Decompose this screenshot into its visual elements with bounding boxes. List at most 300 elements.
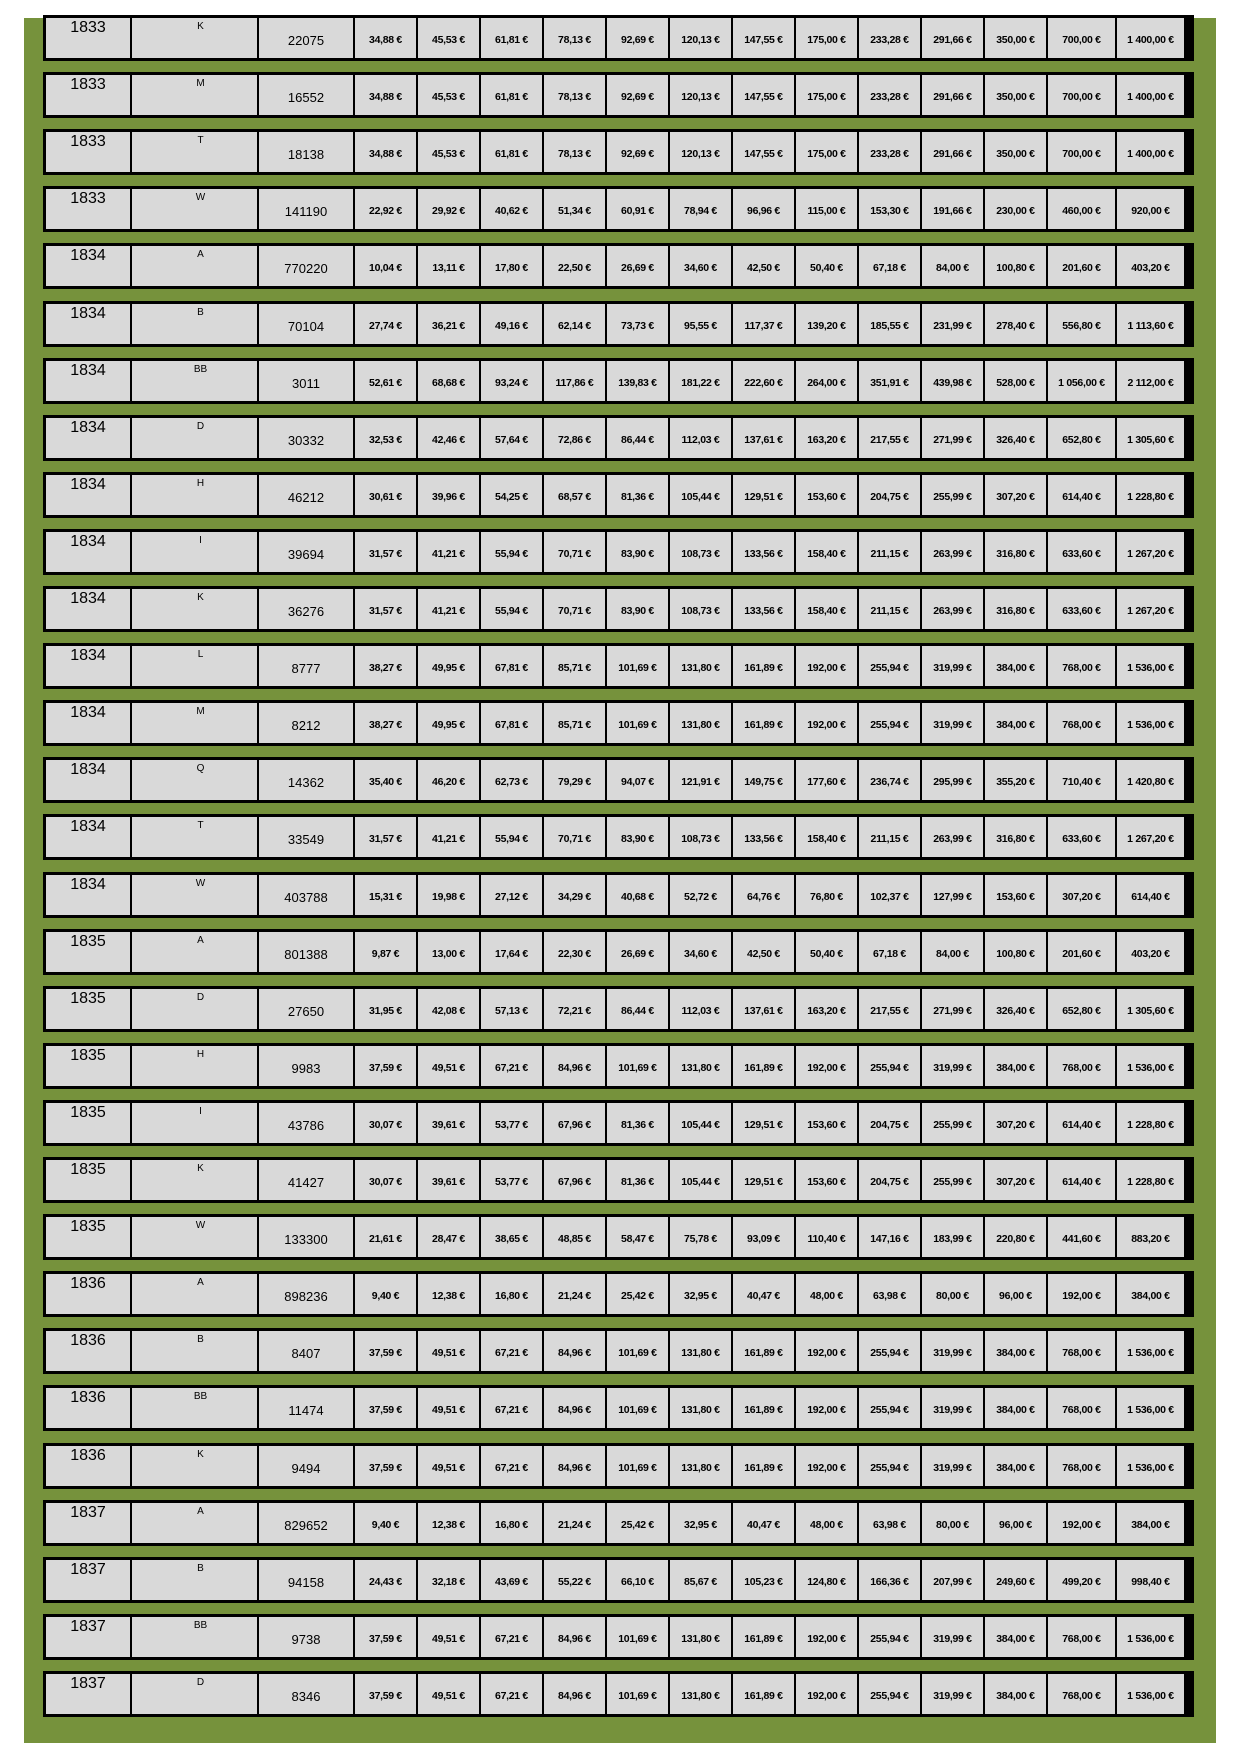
price-cell: 22,92 € xyxy=(355,189,416,229)
price-cell: 403,20 € xyxy=(1117,932,1184,972)
price-cell: 27,12 € xyxy=(481,875,542,915)
price-cell: 124,80 € xyxy=(796,1560,857,1600)
price-cell: 307,20 € xyxy=(985,1160,1046,1200)
price-cell: 83,90 € xyxy=(607,532,668,572)
price-cell: 92,69 € xyxy=(607,18,668,58)
table-row xyxy=(43,1100,1194,1146)
price-cell: 19,98 € xyxy=(418,875,479,915)
price-cell: 48,85 € xyxy=(544,1217,605,1257)
year-cell: 1836 xyxy=(46,1388,130,1428)
price-cell: 31,57 € xyxy=(355,589,416,629)
price-cell: 12,38 € xyxy=(418,1274,479,1314)
mintage-cell: 39694 xyxy=(259,532,353,572)
price-cell: 67,21 € xyxy=(481,1674,542,1714)
price-cell: 16,80 € xyxy=(481,1503,542,1543)
table-row xyxy=(43,1043,1194,1089)
year-cell: 1834 xyxy=(46,760,130,800)
price-cell: 29,92 € xyxy=(418,189,479,229)
price-cell: 1 536,00 € xyxy=(1117,1331,1184,1371)
price-cell: 652,80 € xyxy=(1048,989,1115,1029)
price-cell: 1 536,00 € xyxy=(1117,703,1184,743)
price-cell: 101,69 € xyxy=(607,1617,668,1657)
price-cell: 45,53 € xyxy=(418,18,479,58)
table-row xyxy=(43,757,1194,803)
price-cell: 117,37 € xyxy=(733,304,794,344)
price-cell: 131,80 € xyxy=(670,703,731,743)
price-cell: 883,20 € xyxy=(1117,1217,1184,1257)
price-cell: 768,00 € xyxy=(1048,1046,1115,1086)
price-cell: 633,60 € xyxy=(1048,532,1115,572)
price-cell: 49,51 € xyxy=(418,1674,479,1714)
price-cell: 49,95 € xyxy=(418,646,479,686)
price-cell: 61,81 € xyxy=(481,132,542,172)
price-cell: 147,16 € xyxy=(859,1217,920,1257)
price-cell: 768,00 € xyxy=(1048,1446,1115,1486)
price-cell: 78,13 € xyxy=(544,75,605,115)
price-cell: 105,44 € xyxy=(670,1160,731,1200)
price-cell: 307,20 € xyxy=(985,475,1046,515)
price-cell: 307,20 € xyxy=(1048,875,1115,915)
price-cell: 37,59 € xyxy=(355,1674,416,1714)
price-cell: 108,73 € xyxy=(670,589,731,629)
table-row xyxy=(43,1614,1194,1660)
price-cell: 37,59 € xyxy=(355,1331,416,1371)
price-cell: 614,40 € xyxy=(1048,475,1115,515)
price-cell: 183,99 € xyxy=(922,1217,983,1257)
mint-mark-cell xyxy=(132,760,257,800)
price-cell: 70,71 € xyxy=(544,817,605,857)
price-cell: 192,00 € xyxy=(796,703,857,743)
price-cell: 101,69 € xyxy=(607,1388,668,1428)
price-cell: 105,23 € xyxy=(733,1560,794,1600)
price-cell: 80,00 € xyxy=(922,1274,983,1314)
price-cell: 264,00 € xyxy=(796,361,857,401)
price-cell: 192,00 € xyxy=(796,1331,857,1371)
price-cell: 271,99 € xyxy=(922,989,983,1029)
price-cell: 204,75 € xyxy=(859,1160,920,1200)
price-cell: 1 536,00 € xyxy=(1117,1046,1184,1086)
price-cell: 1 305,60 € xyxy=(1117,989,1184,1029)
year-cell: 1835 xyxy=(46,1046,130,1086)
year-cell: 1837 xyxy=(46,1674,130,1714)
mint-mark-label: A xyxy=(197,935,204,946)
price-cell: 211,15 € xyxy=(859,589,920,629)
mint-mark-label: H xyxy=(196,478,205,489)
table-row xyxy=(43,15,1194,61)
price-cell: 94,07 € xyxy=(607,760,668,800)
price-cell: 177,60 € xyxy=(796,760,857,800)
price-cell: 319,99 € xyxy=(922,1388,983,1428)
price-cell: 131,80 € xyxy=(670,1446,731,1486)
mintage-cell: 94158 xyxy=(259,1560,353,1600)
price-cell: 319,99 € xyxy=(922,1046,983,1086)
price-cell: 54,25 € xyxy=(481,475,542,515)
price-cell: 80,00 € xyxy=(922,1503,983,1543)
price-cell: 40,47 € xyxy=(733,1503,794,1543)
mint-mark-label: BB xyxy=(193,364,208,375)
price-cell: 255,94 € xyxy=(859,1446,920,1486)
price-cell: 67,21 € xyxy=(481,1331,542,1371)
mintage-cell: 9738 xyxy=(259,1617,353,1657)
mintage-cell: 9494 xyxy=(259,1446,353,1486)
mintage-cell: 16552 xyxy=(259,75,353,115)
price-cell: 64,76 € xyxy=(733,875,794,915)
price-cell: 78,13 € xyxy=(544,18,605,58)
price-cell: 153,60 € xyxy=(796,1160,857,1200)
price-cell: 75,78 € xyxy=(670,1217,731,1257)
price-cell: 78,94 € xyxy=(670,189,731,229)
price-cell: 768,00 € xyxy=(1048,1388,1115,1428)
year-cell: 1834 xyxy=(46,361,130,401)
price-cell: 85,67 € xyxy=(670,1560,731,1600)
price-cell: 40,47 € xyxy=(733,1274,794,1314)
price-cell: 52,61 € xyxy=(355,361,416,401)
price-cell: 384,00 € xyxy=(985,646,1046,686)
price-cell: 161,89 € xyxy=(733,1674,794,1714)
year-cell: 1836 xyxy=(46,1331,130,1371)
price-cell: 403,20 € xyxy=(1117,246,1184,286)
mintage-cell: 9983 xyxy=(259,1046,353,1086)
price-cell: 384,00 € xyxy=(985,1331,1046,1371)
price-cell: 191,66 € xyxy=(922,189,983,229)
price-cell: 100,80 € xyxy=(985,932,1046,972)
price-cell: 67,21 € xyxy=(481,1446,542,1486)
mint-mark-label: L xyxy=(197,649,204,660)
price-cell: 93,24 € xyxy=(481,361,542,401)
price-cell: 101,69 € xyxy=(607,1046,668,1086)
price-cell: 61,81 € xyxy=(481,75,542,115)
price-cell: 1 420,80 € xyxy=(1117,760,1184,800)
year-cell: 1833 xyxy=(46,189,130,229)
price-cell: 137,61 € xyxy=(733,418,794,458)
price-cell: 63,98 € xyxy=(859,1503,920,1543)
price-cell: 21,24 € xyxy=(544,1274,605,1314)
mint-mark-cell xyxy=(132,75,257,115)
table-row xyxy=(43,529,1194,575)
mintage-cell: 8777 xyxy=(259,646,353,686)
price-cell: 201,60 € xyxy=(1048,246,1115,286)
price-cell: 34,88 € xyxy=(355,132,416,172)
price-cell: 115,00 € xyxy=(796,189,857,229)
price-cell: 161,89 € xyxy=(733,703,794,743)
mint-mark-cell xyxy=(132,703,257,743)
price-cell: 42,08 € xyxy=(418,989,479,1029)
year-cell: 1836 xyxy=(46,1274,130,1314)
price-cell: 149,75 € xyxy=(733,760,794,800)
price-cell: 101,69 € xyxy=(607,1674,668,1714)
price-cell: 120,13 € xyxy=(670,132,731,172)
price-cell: 319,99 € xyxy=(922,1331,983,1371)
mint-mark-label: D xyxy=(196,992,205,1003)
price-cell: 42,46 € xyxy=(418,418,479,458)
price-cell: 129,51 € xyxy=(733,1160,794,1200)
price-cell: 30,07 € xyxy=(355,1160,416,1200)
mintage-cell: 11474 xyxy=(259,1388,353,1428)
price-cell: 108,73 € xyxy=(670,817,731,857)
price-cell: 12,38 € xyxy=(418,1503,479,1543)
price-cell: 73,73 € xyxy=(607,304,668,344)
mint-mark-cell xyxy=(132,1503,257,1543)
price-cell: 1 400,00 € xyxy=(1117,132,1184,172)
price-cell: 1 536,00 € xyxy=(1117,646,1184,686)
price-cell: 316,80 € xyxy=(985,817,1046,857)
page-background xyxy=(24,18,1216,1743)
price-cell: 38,65 € xyxy=(481,1217,542,1257)
price-cell: 81,36 € xyxy=(607,1160,668,1200)
mint-mark-label: BB xyxy=(193,1391,208,1402)
mint-mark-cell xyxy=(132,361,257,401)
mint-mark-cell xyxy=(132,817,257,857)
mint-mark-cell xyxy=(132,1160,257,1200)
price-cell: 41,21 € xyxy=(418,817,479,857)
mintage-cell: 46212 xyxy=(259,475,353,515)
price-cell: 67,21 € xyxy=(481,1617,542,1657)
price-cell: 95,55 € xyxy=(670,304,731,344)
price-cell: 38,27 € xyxy=(355,703,416,743)
price-cell: 133,56 € xyxy=(733,532,794,572)
price-cell: 211,15 € xyxy=(859,532,920,572)
price-cell: 17,80 € xyxy=(481,246,542,286)
price-cell: 233,28 € xyxy=(859,18,920,58)
year-cell: 1834 xyxy=(46,475,130,515)
price-cell: 9,40 € xyxy=(355,1274,416,1314)
price-cell: 67,21 € xyxy=(481,1388,542,1428)
price-cell: 439,98 € xyxy=(922,361,983,401)
price-cell: 63,98 € xyxy=(859,1274,920,1314)
mint-mark-label: K xyxy=(197,1449,204,1460)
price-cell: 158,40 € xyxy=(796,817,857,857)
price-cell: 153,60 € xyxy=(985,875,1046,915)
price-cell: 1 305,60 € xyxy=(1117,418,1184,458)
price-cell: 34,29 € xyxy=(544,875,605,915)
table-row xyxy=(43,1557,1194,1603)
mint-mark-cell xyxy=(132,418,257,458)
price-cell: 129,51 € xyxy=(733,1103,794,1143)
price-cell: 10,04 € xyxy=(355,246,416,286)
mintage-cell: 8407 xyxy=(259,1331,353,1371)
price-cell: 102,37 € xyxy=(859,875,920,915)
price-cell: 79,29 € xyxy=(544,760,605,800)
price-cell: 84,96 € xyxy=(544,1446,605,1486)
price-cell: 26,69 € xyxy=(607,246,668,286)
price-cell: 84,96 € xyxy=(544,1331,605,1371)
price-cell: 84,96 € xyxy=(544,1388,605,1428)
table-row xyxy=(43,986,1194,1032)
mint-mark-cell xyxy=(132,1388,257,1428)
table-row xyxy=(43,243,1194,289)
price-cell: 31,57 € xyxy=(355,532,416,572)
price-cell: 55,94 € xyxy=(481,589,542,629)
price-cell: 57,64 € xyxy=(481,418,542,458)
year-cell: 1834 xyxy=(46,532,130,572)
price-cell: 85,71 € xyxy=(544,646,605,686)
price-cell: 384,00 € xyxy=(985,1674,1046,1714)
price-cell: 49,16 € xyxy=(481,304,542,344)
price-cell: 295,99 € xyxy=(922,760,983,800)
price-cell: 67,81 € xyxy=(481,646,542,686)
price-cell: 161,89 € xyxy=(733,646,794,686)
table-row xyxy=(43,72,1194,118)
price-cell: 32,95 € xyxy=(670,1274,731,1314)
price-cell: 710,40 € xyxy=(1048,760,1115,800)
price-cell: 112,03 € xyxy=(670,989,731,1029)
table-row xyxy=(43,1671,1194,1717)
year-cell: 1836 xyxy=(46,1446,130,1486)
mintage-cell: 3011 xyxy=(259,361,353,401)
mint-mark-cell xyxy=(132,875,257,915)
price-cell: 920,00 € xyxy=(1117,189,1184,229)
price-cell: 68,68 € xyxy=(418,361,479,401)
mint-mark-label: B xyxy=(197,1334,204,1345)
price-cell: 291,66 € xyxy=(922,18,983,58)
price-cell: 50,40 € xyxy=(796,932,857,972)
price-cell: 127,99 € xyxy=(922,875,983,915)
price-cell: 34,88 € xyxy=(355,75,416,115)
price-cell: 70,71 € xyxy=(544,532,605,572)
price-cell: 499,20 € xyxy=(1048,1560,1115,1600)
price-cell: 326,40 € xyxy=(985,989,1046,1029)
price-cell: 105,44 € xyxy=(670,1103,731,1143)
year-cell: 1833 xyxy=(46,18,130,58)
price-cell: 139,20 € xyxy=(796,304,857,344)
price-cell: 278,40 € xyxy=(985,304,1046,344)
price-cell: 13,00 € xyxy=(418,932,479,972)
price-cell: 1 536,00 € xyxy=(1117,1446,1184,1486)
mint-mark-cell xyxy=(132,304,257,344)
price-cell: 1 536,00 € xyxy=(1117,1674,1184,1714)
year-cell: 1833 xyxy=(46,75,130,115)
price-cell: 117,86 € xyxy=(544,361,605,401)
price-cell: 72,86 € xyxy=(544,418,605,458)
price-cell: 57,13 € xyxy=(481,989,542,1029)
price-cell: 105,44 € xyxy=(670,475,731,515)
mint-mark-cell xyxy=(132,1560,257,1600)
price-cell: 158,40 € xyxy=(796,589,857,629)
mint-mark-label: M xyxy=(196,706,205,717)
mintage-cell: 8346 xyxy=(259,1674,353,1714)
price-cell: 1 400,00 € xyxy=(1117,75,1184,115)
price-cell: 38,27 € xyxy=(355,646,416,686)
mint-mark-cell xyxy=(132,246,257,286)
price-cell: 27,74 € xyxy=(355,304,416,344)
price-cell: 101,69 € xyxy=(607,1446,668,1486)
table-row xyxy=(43,1328,1194,1374)
price-cell: 72,21 € xyxy=(544,989,605,1029)
price-cell: 34,88 € xyxy=(355,18,416,58)
price-cell: 1 267,20 € xyxy=(1117,589,1184,629)
mint-mark-cell xyxy=(132,1103,257,1143)
price-cell: 133,56 € xyxy=(733,817,794,857)
table-row xyxy=(43,186,1194,232)
price-cell: 55,22 € xyxy=(544,1560,605,1600)
mint-mark-label: A xyxy=(197,249,204,260)
table-row xyxy=(43,929,1194,975)
table-row xyxy=(43,586,1194,632)
table-row xyxy=(43,814,1194,860)
mint-mark-label: Q xyxy=(196,763,205,774)
year-cell: 1834 xyxy=(46,875,130,915)
price-cell: 614,40 € xyxy=(1048,1103,1115,1143)
price-cell: 316,80 € xyxy=(985,589,1046,629)
price-cell: 2 112,00 € xyxy=(1117,361,1184,401)
price-cell: 255,99 € xyxy=(922,1103,983,1143)
price-cell: 233,28 € xyxy=(859,132,920,172)
price-cell: 83,90 € xyxy=(607,817,668,857)
price-cell: 528,00 € xyxy=(985,361,1046,401)
price-cell: 192,00 € xyxy=(796,1674,857,1714)
mint-mark-label: M xyxy=(196,78,205,89)
price-cell: 161,89 € xyxy=(733,1331,794,1371)
price-cell: 700,00 € xyxy=(1048,18,1115,58)
price-cell: 255,94 € xyxy=(859,646,920,686)
price-cell: 768,00 € xyxy=(1048,646,1115,686)
price-cell: 998,40 € xyxy=(1117,1560,1184,1600)
price-cell: 255,94 € xyxy=(859,703,920,743)
price-cell: 255,94 € xyxy=(859,1674,920,1714)
mint-mark-cell xyxy=(132,475,257,515)
mint-mark-label: I xyxy=(199,535,202,546)
price-cell: 291,66 € xyxy=(922,132,983,172)
price-cell: 192,00 € xyxy=(796,1388,857,1428)
table-row xyxy=(43,415,1194,461)
price-cell: 36,21 € xyxy=(418,304,479,344)
mint-mark-label: W xyxy=(195,878,206,889)
price-cell: 9,40 € xyxy=(355,1503,416,1543)
price-cell: 384,00 € xyxy=(985,1046,1046,1086)
price-cell: 316,80 € xyxy=(985,532,1046,572)
mint-mark-cell xyxy=(132,1046,257,1086)
mint-mark-cell xyxy=(132,1674,257,1714)
price-cell: 67,81 € xyxy=(481,703,542,743)
mintage-cell: 133300 xyxy=(259,1217,353,1257)
price-cell: 55,94 € xyxy=(481,817,542,857)
price-cell: 31,95 € xyxy=(355,989,416,1029)
price-cell: 30,61 € xyxy=(355,475,416,515)
price-cell: 291,66 € xyxy=(922,75,983,115)
price-cell: 49,51 € xyxy=(418,1388,479,1428)
price-cell: 110,40 € xyxy=(796,1217,857,1257)
price-cell: 131,80 € xyxy=(670,1617,731,1657)
price-cell: 39,61 € xyxy=(418,1103,479,1143)
price-cell: 319,99 € xyxy=(922,1617,983,1657)
price-cell: 131,80 € xyxy=(670,1674,731,1714)
price-cell: 101,69 € xyxy=(607,646,668,686)
price-cell: 13,11 € xyxy=(418,246,479,286)
price-cell: 137,61 € xyxy=(733,989,794,1029)
price-cell: 37,59 € xyxy=(355,1446,416,1486)
price-cell: 93,09 € xyxy=(733,1217,794,1257)
mintage-cell: 770220 xyxy=(259,246,353,286)
price-cell: 319,99 € xyxy=(922,646,983,686)
price-cell: 249,60 € xyxy=(985,1560,1046,1600)
price-cell: 32,53 € xyxy=(355,418,416,458)
mint-mark-cell xyxy=(132,989,257,1029)
price-cell: 17,64 € xyxy=(481,932,542,972)
mint-mark-cell xyxy=(132,589,257,629)
price-cell: 84,96 € xyxy=(544,1617,605,1657)
price-cell: 21,61 € xyxy=(355,1217,416,1257)
price-cell: 52,72 € xyxy=(670,875,731,915)
price-cell: 133,56 € xyxy=(733,589,794,629)
price-cell: 37,59 € xyxy=(355,1388,416,1428)
price-cell: 255,94 € xyxy=(859,1617,920,1657)
price-cell: 81,36 € xyxy=(607,475,668,515)
price-cell: 81,36 € xyxy=(607,1103,668,1143)
price-cell: 28,47 € xyxy=(418,1217,479,1257)
price-cell: 211,15 € xyxy=(859,817,920,857)
price-cell: 350,00 € xyxy=(985,18,1046,58)
price-cell: 207,99 € xyxy=(922,1560,983,1600)
